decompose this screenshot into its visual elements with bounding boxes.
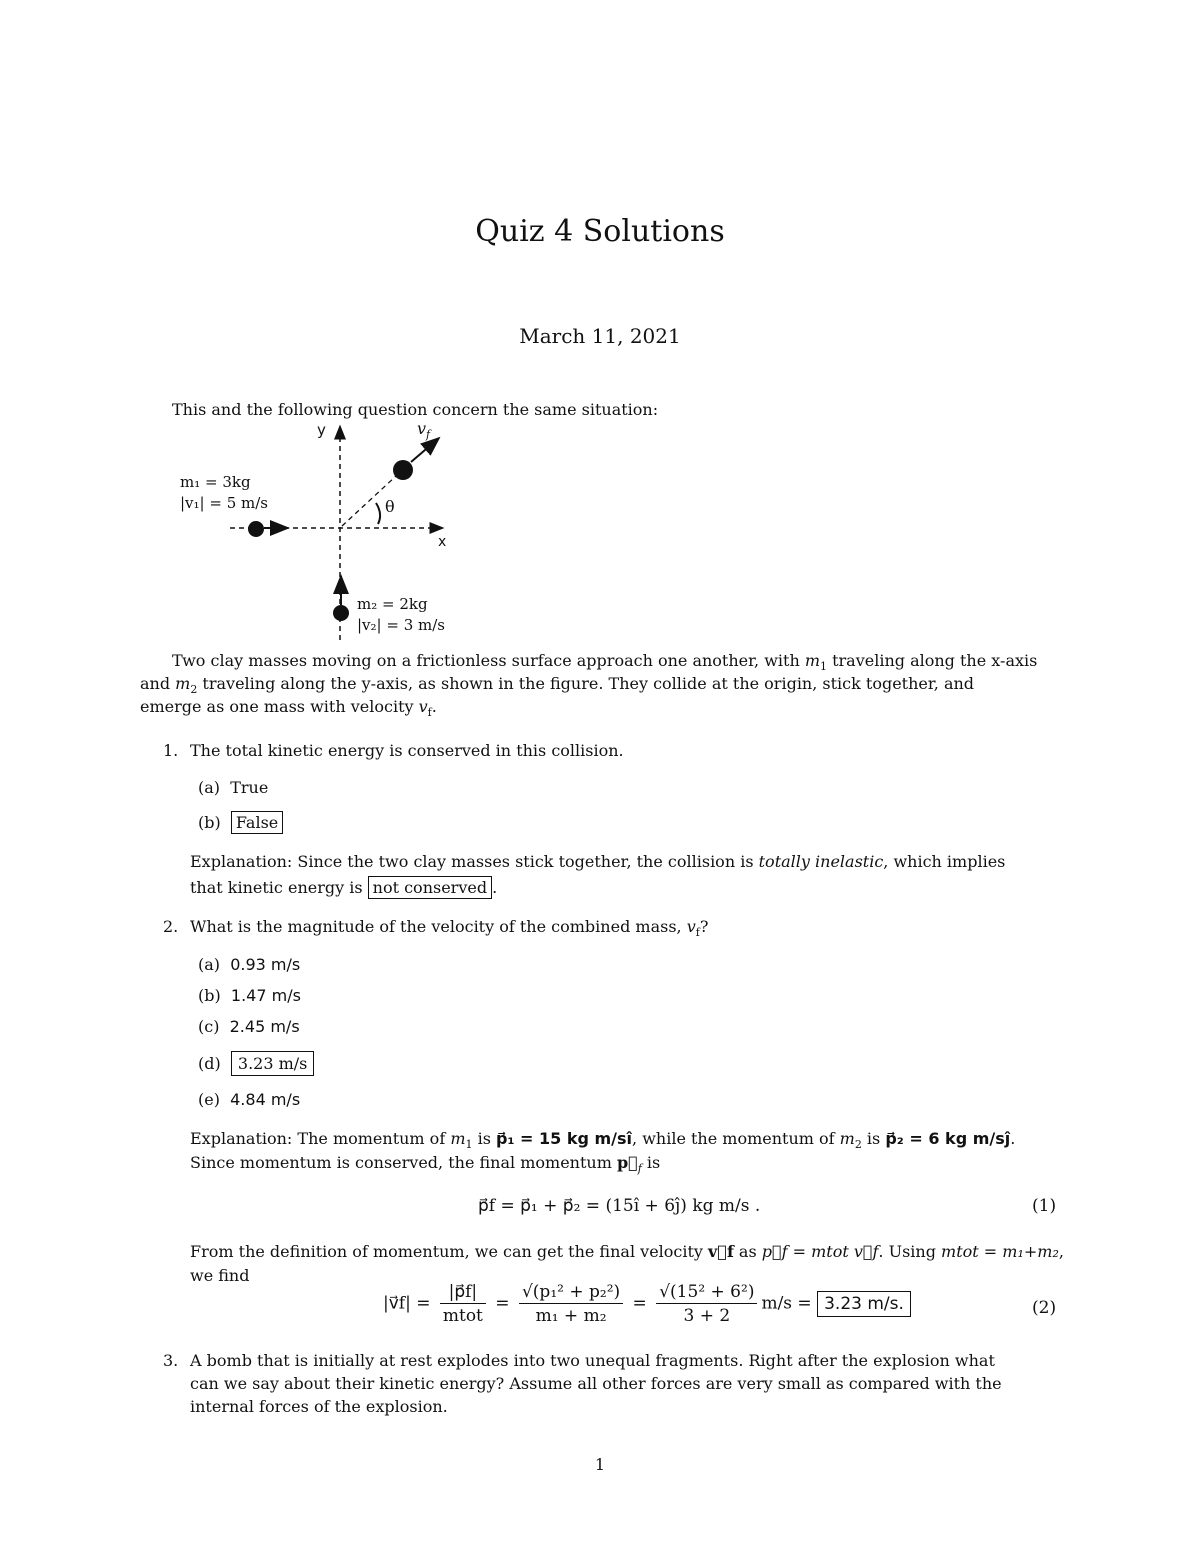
date: March 11, 2021 (519, 324, 681, 348)
equation-1-number: (1) (1032, 1196, 1057, 1216)
q1-explanation-line-2: that kinetic energy is not conserved . (190, 878, 498, 897)
setup-line-2: and $m_2$ traveling along the y-axis, as shown in the figure. They collide at the origin, stick together, and (140, 674, 975, 697)
q1-question: The total kinetic energy is conserved in this collision. (190, 741, 624, 760)
equation-2: |v⃗f| = $\frac{|p⃗f|}{\text{mtot}}$ = $\frac{\text{√(p₁² + p₂²)}}{\text{m₁ + m₂}}$ = $\frac{\text{√(15² + 6²)}}{3 + 2}$ m/s = 3.23 m/s. (383, 1282, 911, 1326)
m1-mass (248, 521, 264, 537)
eq2-fraction-3: $\frac{\text{√(15² + 6²)}}{3 + 2}$ (656, 1282, 757, 1326)
q2-explanation-line-4: we find (190, 1266, 250, 1285)
q2-option-c: (c) 2.45 m/s (198, 1017, 300, 1036)
q2-number: 2. (163, 917, 179, 936)
m1-speed-label: |v₁| = 5 m/s (180, 494, 268, 512)
vf-label: $v_f$ (417, 419, 431, 442)
q3-line-3: internal forces of the explosion. (190, 1397, 448, 1416)
q2-explanation-line-3: From the definition of momentum, we can get the final velocity v⃗f as p⃗f = mtot v⃗f. Using mtot = m₁+m₂, (190, 1242, 1064, 1261)
m2-mass (333, 605, 349, 621)
q2-question: What is the magnitude of the velocity of the combined mass, $v_f$? (190, 917, 709, 940)
q1-option-a: (a) True (198, 778, 269, 797)
q2-explanation-line-1: Explanation: The momentum of $m_1$ is p⃗₁ = 15 kg m/sî, while the momentum of $m_2$ is p⃗₂ = 6 kg m/sĵ. (190, 1129, 1016, 1152)
x-axis-label: x (438, 534, 447, 550)
q3-number: 3. (163, 1351, 179, 1370)
q2-option-b: (b) 1.47 m/s (198, 986, 301, 1005)
m2-mass-label: m₂ = 2kg (357, 595, 428, 613)
q2-explanation-line-2: Since momentum is conserved, the final momentum $p⃗_f$ is (190, 1153, 661, 1176)
page-title: Quiz 4 Solutions (475, 214, 725, 249)
q2-answer-box: 3.23 m/s (231, 1051, 314, 1076)
q1-answer-box: False (231, 811, 283, 834)
theta-arc (376, 503, 380, 524)
q2-option-a: (a) 0.93 m/s (198, 955, 301, 974)
q2-option-d: (d) 3.23 m/s (198, 1052, 314, 1075)
q3-line-2: can we say about their kinetic energy? Assume all other forces are very small as compared with the (190, 1374, 1002, 1393)
m2-labels (357, 594, 445, 636)
equation-1: p⃗f = p⃗₁ + p⃗₂ = (15î + 6ĵ) kg m/s . (478, 1196, 761, 1216)
eq2-fraction-1: $\frac{|p⃗f|}{\text{mtot}}$ (440, 1282, 486, 1326)
q1-explanation-answer-box: not conserved (368, 876, 492, 899)
q3-line-1: A bomb that is initially at rest explodes into two unequal fragments. Right after the explosion what (190, 1351, 995, 1370)
q1-option-b: (b) False (198, 811, 283, 834)
y-axis-label: y (317, 421, 326, 439)
q1-number: 1. (163, 741, 179, 760)
m2-speed-label: |v₂| = 3 m/s (357, 616, 445, 634)
setup-line-1: Two clay masses moving on a frictionless surface approach one another, with $m_1$ traveling along the x-axis (172, 651, 1038, 674)
m1-mass-label: m₁ = 3kg (180, 473, 251, 491)
page-number: 1 (594, 1455, 606, 1474)
vf-arrow (411, 438, 439, 462)
eq2-answer-box: 3.23 m/s. (817, 1291, 911, 1317)
intro-text: This and the following question concern the same situation: (172, 400, 659, 419)
setup-line-3: emerge as one mass with velocity $v_f$. (140, 697, 437, 720)
theta-label: θ (385, 497, 395, 516)
eq2-fraction-2: $\frac{\text{√(p₁² + p₂²)}}{\text{m₁ + m₂}}$ (519, 1282, 623, 1326)
equation-2-number: (2) (1032, 1298, 1057, 1318)
combined-mass (393, 460, 413, 480)
q1-explanation-line-1: Explanation: Since the two clay masses stick together, the collision is totally inelastic, which implies (190, 852, 1006, 871)
q2-option-e: (e) 4.84 m/s (198, 1090, 301, 1109)
m1-labels (180, 472, 268, 514)
